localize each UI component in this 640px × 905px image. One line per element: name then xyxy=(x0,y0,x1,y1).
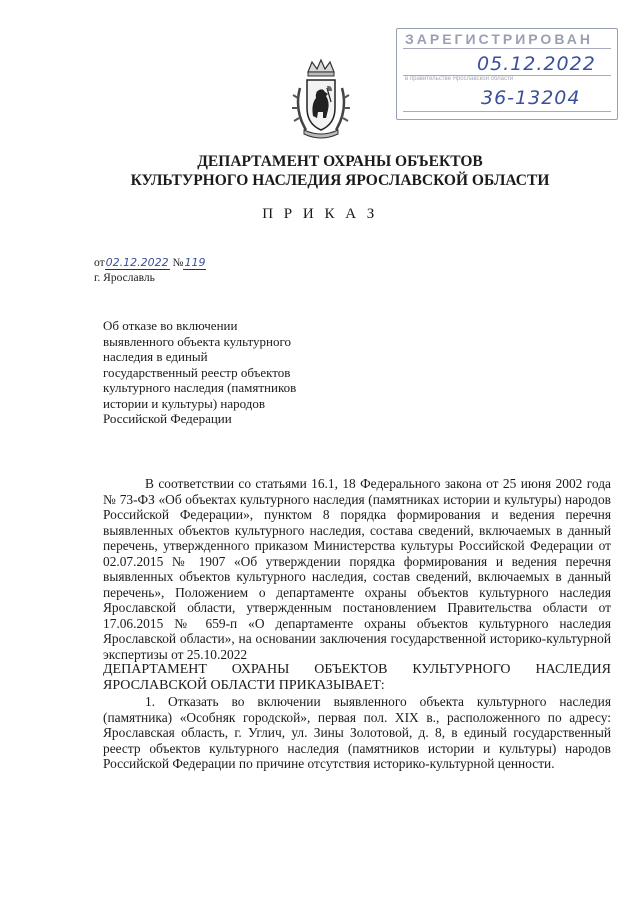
order-subject xyxy=(103,318,363,427)
order-body xyxy=(103,476,611,772)
order-date-handwritten: 02.12.2022 xyxy=(105,256,169,269)
subject-line: Об отказе во включении xyxy=(103,318,238,333)
decree-paragraph: ДЕПАРТАМЕНТ ОХРАНЫ ОБЪЕКТОВ КУЛЬТУРНОГО НАСЛЕДИЯ ЯРОСЛАВСКОЙ ОБЛАСТИ ПРИКАЗЫВАЕТ: xyxy=(103,662,611,693)
subject-line: наследия в единый xyxy=(103,349,208,364)
document-type-title: П Р И К А З xyxy=(262,206,378,222)
stamp-divider xyxy=(403,111,611,112)
order-number-handwritten: 119 xyxy=(184,256,206,269)
subject-line: культурного наследия (памятников xyxy=(103,380,297,395)
subject-line: выявленного объекта культурного xyxy=(103,333,291,349)
preamble-paragraph: В соответствии со статьями 16.1, 18 Федерального закона от 25 июня 2002 года № 73-ФЗ «Об объектах культурного наследия (памятниках истории и культуры) народов Российской Федерации», пунктом 8 порядка формирования и ведения перечня выявленных объектов культурного наследия, состава сведений, включаемых в данный перечень, утвержденного приказом Министерства культуры Российской Федерации от 02.07.2015 № 1907 «Об утверждении порядка формирования и ведения перечня выявленных объектов культурного наследия, состав сведений, включаемых в данный перечень», Положением о департаменте охраны объектов культурного наследия Ярославской области, утвержденным постановлением Правительства области от 17.06.2015 № 659-п «О департаменте охраны объектов культурного наследия Ярославской области», на основании заключения государственной историко-культурной экспертизы от 25.10.2022 xyxy=(103,476,611,662)
department-name xyxy=(60,152,620,190)
stamp-divider xyxy=(403,48,611,49)
subject-line: истории и культуры) народов xyxy=(103,395,266,411)
item-1-paragraph: 1. Отказать во включении выявленного объекта культурного наследия (памятника) «Особняк городской», первая пол. XIX в., расположенного по адресу: Ярославская область, г. Углич, ул. Зины Золотовой, д. 8, в единый государственный реестр объектов культурного наследия (памятников истории и культуры) народов Российской Федерации по причине отсутствия историко-культурной ценности. xyxy=(103,694,611,771)
subject-line: государственный реестр объектов xyxy=(103,364,291,380)
stamp-title: ЗАРЕГИСТРИРОВАН xyxy=(405,31,593,47)
coat-of-arms-icon xyxy=(290,58,352,142)
department-name-line1: ДЕПАРТАМЕНТ ОХРАНЫ ОБЪЕКТОВ xyxy=(197,153,483,170)
order-date-number xyxy=(94,256,206,269)
stamp-caption: в правительстве Ярославской области xyxy=(405,76,514,82)
city-line: г. Ярославль xyxy=(94,272,155,284)
subject-line: Российской Федерации xyxy=(103,411,232,426)
department-name-line2: КУЛЬТУРНОГО НАСЛЕДИЯ ЯРОСЛАВСКОЙ ОБЛАСТИ xyxy=(130,172,550,189)
date-prefix: от xyxy=(94,257,105,269)
registration-stamp xyxy=(396,28,618,120)
number-prefix: № xyxy=(172,257,184,269)
stamp-number-handwritten: 36-13204 xyxy=(481,87,581,109)
stamp-date-handwritten: 05.12.2022 xyxy=(477,53,596,75)
